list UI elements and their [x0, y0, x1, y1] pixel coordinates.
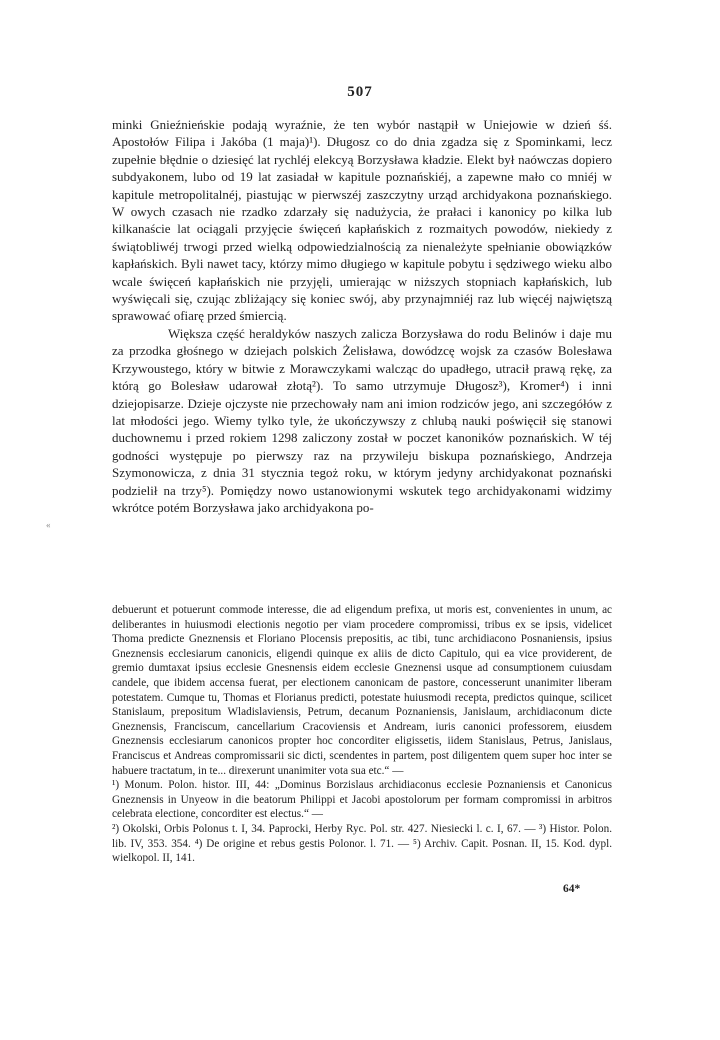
footnote-continuation: debuerunt et potuerunt commode interesse, die ad eligendum prefixa, ut moris est, convenientes in unum, ac deliberantes in huiusmodi electionis negotio per viam procedere compromissi, tribus ex se ipsis, videlicet Thoma predicte Gneznensis et Floriano Plocensis prepositis, ac tibi, tunc archidiacono Posnaniensis, ipsius Gneznensis ecclesiarum canonicis, eligendi quinque ex aliis de dicto Capitulo, qui ea vice providerent, de gremio dumtaxat ipsius ecclesie Gnesnensis eidem ecclesie Gneznensi usque ad consumptionem cuiusdam candele, que ibidem accensa fuerat, per electionem canonicam de pastore, concesserunt unanimiter liberam potestatem. Cumque tu, Thomas et Florianus predicti, potestate huiusmodi recepta, predictos quinque, scilicet Stanislaum, prepositum Wladislaviensis, Petrum, decanum Poznaniensis, Janislaum, archidiaconum dicte Gneznensis, Franciscum, cancellarium Cracoviensis et Andream, iuris canonici professorem, eiusdem Gneznensis ecclesiarum canonicos propter hoc concorditer eligissetis, iidem Stanislaus, Petrus, Janislaus, Franciscus et Andreas compromissarii sic dicti, scendentes in partem, post diligentem quem super hoc inter se habuere tractatum, in te... direxerunt unanimiter vota sua etc.“ —	[112, 604, 612, 777]
footnote-1: ¹) Monum. Polon. histor. III, 44: „Dominus Borzislaus archidiaconus ecclesie Poznaniensis et Canonicus Gneznensis in Unyeow in die beatorum Philippi et Jacobi apostolorum per formam compromissi in arbitros celebrata electione, concorditer est electus.“ —	[112, 779, 612, 821]
footnotes	[112, 603, 612, 866]
margin-mark: «	[46, 520, 51, 530]
printer-signature: 64*	[563, 883, 581, 895]
footnote-2-5: ²) Okolski, Orbis Polonus t. I, 34. Paprocki, Herby Ryc. Pol. str. 427. Niesiecki l. c. I, 67. — ³) Histor. Polon. lib. IV, 353. 354. ⁴) De origine et rebus gestis Polonor. l. 71. — ⁵) Archiv. Capit. Posnan. II, 15. Kod. dypl. wielkopol. II, 141.	[112, 822, 612, 865]
main-text	[112, 116, 612, 516]
paragraph-continued: minki Gnieźnieńskie podają wyraźnie, że ten wybór nastąpił w Uniejowie w dzień śś. Apostołów Filipa i Jakóba (1 maja)¹). Długosz co do dnia zgadza się z Spominkami, lecz zupełnie błędnie o dziesięć lat rychléj elekcyą Borzysława kładzie. Elekt był naówczas dopiero subdyakonem, lubo od 19 lat zasiadał w kapitule poznańskiéj, a zapewne mało co mniéj w kapitule metropolitalnéj, piastując w pierwszéj zaszczytny urząd archidyakona poznańskiego. W owych czasach nie rzadko zdarzały się nadużycia, że prałaci i kanonicy po kilka lub kilkanaście lat ociągali przyjęcie święceń kapłańskich z rozmaitych powodów, niekiedy z świątobliwéj trwogi przed wielką odpowiedzialnością za nienależyte spełnianie obowiązków kapłańskich. Byli nawet tacy, którzy mimo długiego w kapitule pobytu i sędziwego wieku albo wcale święceń kapłańskich nie przyjęli, umierając w niższych stopniach kapłańskich, lub wyświęcali się, czując zbliżający się koniec swój, aby przynajmniéj raz lub więcéj najwiętszą sprawować ofiarę przed śmiercią.	[112, 117, 612, 324]
page-number: 507	[347, 84, 373, 100]
paragraph: Większa część heraldyków naszych zalicza Borzysława do rodu Belinów i daje mu za przodka głośnego w dziejach polskich Żelisława, dowódzcę wojsk za czasów Bolesława Krzywoustego, który w bitwie z Morawczykami walcząc do upadłego, utracił prawą rękę, za którą go Bolesław udarował złotą²). To samo utrzymuje Długosz³), Kromer⁴) i inni dziejopisarze. Dzieje ojczyste nie przechowały nam ani imion rodziców jego, ani szczegółów z lat młodości jego. Wiemy tylko tyle, że ukończywszy z chlubą nauki poświęcił się stanowi duchownemu i przed rokiem 1298 zaliczony został w poczet kanoników poznańskich. W téj godności występuje po pierwszy raz na przywileju biskupa poznańskiego, Andrzeja Szymonowicza, z dnia 31 stycznia tegoż roku, w którym jedyny archidyakonat poznański podzielił na trzy⁵). Pomiędzy nowo ustanowionymi wskutek tego archidyakonami widzimy wkrótce potém Borzysława jako archidyakona po-	[112, 325, 612, 515]
